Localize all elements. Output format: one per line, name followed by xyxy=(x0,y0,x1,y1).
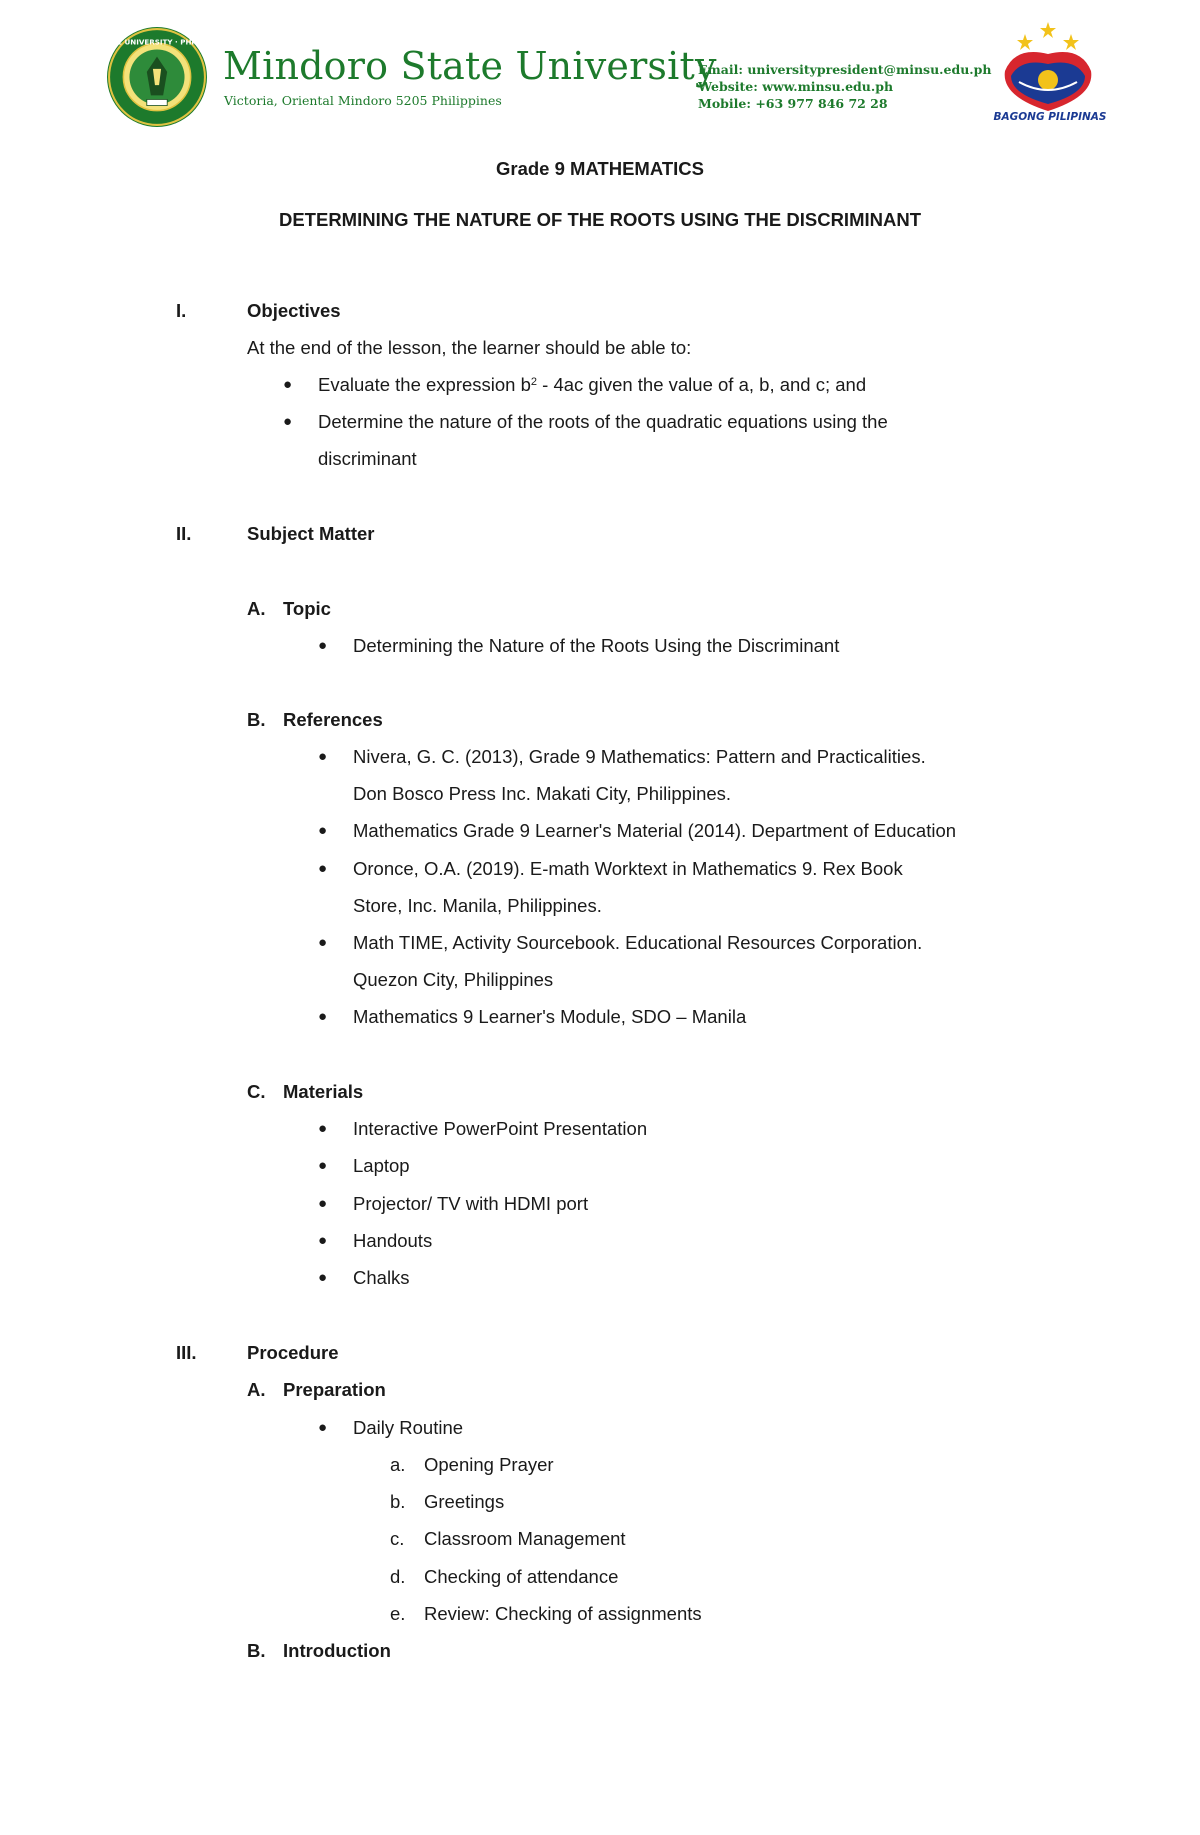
bullet-icon: ● xyxy=(318,1157,328,1174)
routine-step-letter: a. xyxy=(390,1454,406,1475)
seal-text: MINDORO STATE UNIVERSITY · PHILIPPINES · 1951 xyxy=(56,37,258,47)
subsection-heading-materials: Materials xyxy=(283,1081,364,1102)
routine-step-letter: d. xyxy=(390,1566,406,1587)
bullet-icon: ● xyxy=(318,637,328,654)
subsection-letter-materials: C. xyxy=(247,1081,266,1102)
university-seal-logo xyxy=(56,26,258,128)
subject-title: Grade 9 MATHEMATICS xyxy=(496,158,704,179)
reference-item-continued: Store, Inc. Manila, Philippines. xyxy=(353,895,602,916)
section-heading-subject-matter: Subject Matter xyxy=(247,523,375,544)
material-item: Handouts xyxy=(353,1230,433,1251)
reference-item: Mathematics Grade 9 Learner's Material (2014). Department of Education xyxy=(353,820,957,841)
section-heading-objectives: Objectives xyxy=(247,300,341,321)
subsection-heading-topic: Topic xyxy=(283,598,331,619)
subsection-heading-introduction: Introduction xyxy=(283,1640,391,1661)
section-numeral-subject-matter: II. xyxy=(176,523,192,544)
reference-item: Mathematics 9 Learner's Module, SDO – Manila xyxy=(353,1006,747,1027)
subsection-letter-references: B. xyxy=(247,709,266,730)
bagong-pilipinas-logo xyxy=(985,16,1111,126)
reference-item: Nivera, G. C. (2013), Grade 9 Mathematics: Pattern and Practicalities. xyxy=(353,746,926,767)
bullet-icon: ● xyxy=(318,1008,328,1025)
routine-step-letter: c. xyxy=(390,1528,405,1549)
daily-routine-item: Daily Routine xyxy=(353,1417,464,1438)
bagong-pilipinas-label: BAGONG PILIPINAS xyxy=(993,111,1107,123)
routine-step: Opening Prayer xyxy=(424,1454,554,1475)
reference-item-continued: Quezon City, Philippines xyxy=(353,969,554,990)
objective-item: Evaluate the expression $b^2 - 4ac$ given the value of a, b, and c; and xyxy=(318,374,867,395)
material-item: Projector/ TV with HDMI port xyxy=(353,1193,589,1214)
bullet-icon: ● xyxy=(318,1195,328,1212)
subsection-letter-introduction: B. xyxy=(247,1640,266,1661)
reference-item-continued: Don Bosco Press Inc. Makati City, Philippines. xyxy=(353,783,732,804)
bullet-icon: ● xyxy=(318,1120,328,1137)
section-numeral-objectives: I. xyxy=(176,300,187,321)
bullet-icon: ● xyxy=(318,1269,328,1286)
subsection-letter-topic: A. xyxy=(247,598,266,619)
subsection-letter-preparation: A. xyxy=(247,1379,266,1400)
contact-block xyxy=(698,61,992,112)
university-name: Mindoro State University xyxy=(223,44,717,88)
routine-step-letter: b. xyxy=(390,1491,406,1512)
routine-step-letter: e. xyxy=(390,1603,406,1624)
bullet-icon: ● xyxy=(318,822,328,839)
objective-item-continued: discriminant xyxy=(318,448,417,469)
routine-step: Greetings xyxy=(424,1491,505,1512)
contact-email: Email: universitypresident@minsu.edu.ph xyxy=(698,62,992,77)
bullet-icon: ● xyxy=(318,1419,328,1436)
topic-item: Determining the Nature of the Roots Using the Discriminant xyxy=(353,635,840,656)
objectives-intro: At the end of the lesson, the learner should be able to: xyxy=(247,337,692,358)
contact-mobile: Mobile: +63 977 846 72 28 xyxy=(698,96,888,111)
contact-website: Website: www.minsu.edu.ph xyxy=(698,79,894,94)
lesson-title: DETERMINING THE NATURE OF THE ROOTS USING THE DISCRIMINANT xyxy=(278,209,922,230)
bullet-icon: ● xyxy=(283,376,293,393)
routine-step: Classroom Management xyxy=(424,1528,626,1549)
bullet-icon: ● xyxy=(318,1232,328,1249)
bullet-icon: ● xyxy=(283,413,293,430)
routine-step: Checking of attendance xyxy=(424,1566,619,1587)
objective-item: Determine the nature of the roots of the quadratic equations using the xyxy=(318,411,888,432)
subsection-heading-preparation: Preparation xyxy=(283,1379,386,1400)
section-numeral-procedure: III. xyxy=(176,1342,197,1363)
material-item: Laptop xyxy=(353,1155,410,1176)
subsection-heading-references: References xyxy=(283,709,383,730)
material-item: Chalks xyxy=(353,1267,410,1288)
bullet-icon: ● xyxy=(318,860,328,877)
bullet-icon: ● xyxy=(318,748,328,765)
material-item: Interactive PowerPoint Presentation xyxy=(353,1118,648,1139)
letterhead xyxy=(0,0,1200,140)
section-heading-procedure: Procedure xyxy=(247,1342,339,1363)
university-address: Victoria, Oriental Mindoro 5205 Philippines xyxy=(224,93,502,108)
routine-step: Review: Checking of assignments xyxy=(424,1603,702,1624)
reference-item: Oronce, O.A. (2019). E-math Worktext in Mathematics 9. Rex Book xyxy=(353,858,903,879)
reference-item: Math TIME, Activity Sourcebook. Educational Resources Corporation. xyxy=(353,932,923,953)
bullet-icon: ● xyxy=(318,934,328,951)
